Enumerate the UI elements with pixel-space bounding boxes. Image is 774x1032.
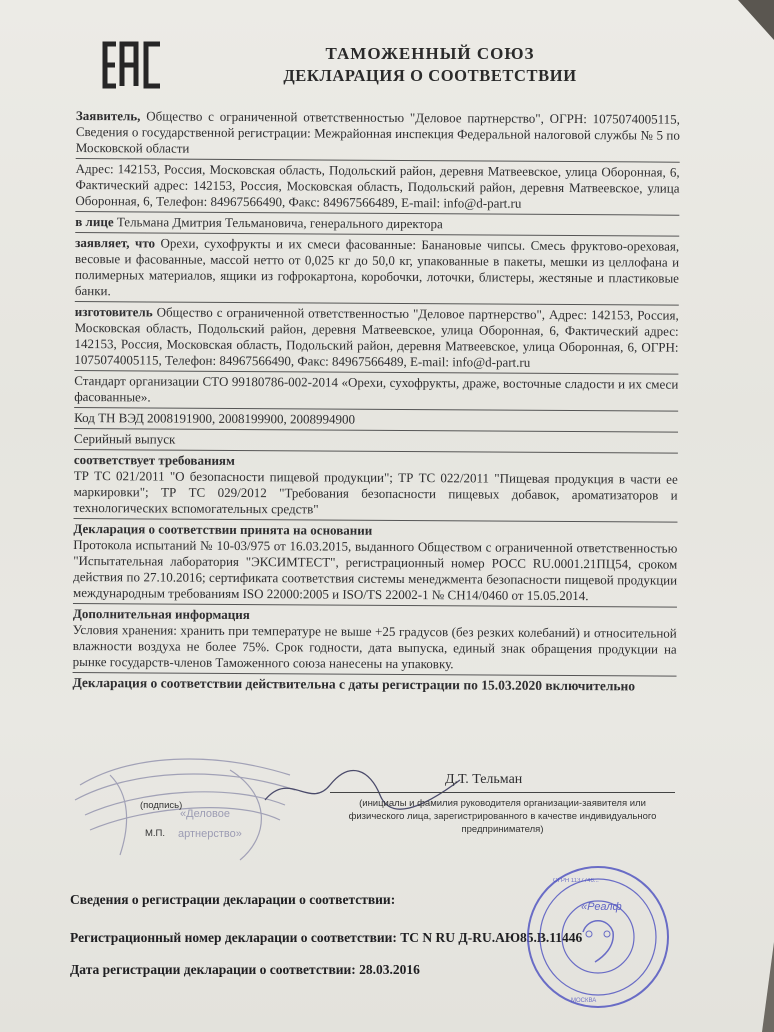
registration-stamp-icon (523, 862, 673, 1012)
svg-text:МОСКВА: МОСКВА (571, 998, 597, 1004)
svg-text:«Реалф: «Реалф (581, 901, 622, 913)
standard-text: Стандарт организации СТО 99180786-002-2014 «Орехи, сухофрукты, драже, восточные сладости и их смеси фасованные». (74, 372, 679, 405)
basis-text: Протокола испытаний № 10-03/975 от 16.03.2015, выданного Обществом с ограниченной ответственностью "Испытательная лаборатория "ЭКСИМТЕСТ", регистрационный номер РОСС RU.0001.21ПЦ54, сроком действия по 27.10.2016; сертификата соответствия системы менеджмента безопасности пищевой продукции международным требованиям ISO 22000:2005 и ISO/TS 22002-1 № СН14/0460 от 15.05.2014. (72, 536, 678, 604)
declaration-body (72, 108, 680, 695)
registration-title: Сведения о регистрации декларации о соответствии: (70, 892, 396, 907)
signature-line (330, 792, 675, 793)
signature-caption: (инициалы и фамилия руководителя организации-заявителя или физического лица, зарегистрированного в качестве индивидуального предпринимателя) (348, 798, 657, 835)
applicant-section (76, 108, 680, 160)
requirements-label: соответствует требованиям (73, 451, 235, 468)
svg-text:ОГРН 1137746...: ОГРН 1137746... (553, 878, 599, 884)
manufacturer-section (74, 304, 678, 372)
seal-label: М.П. (145, 828, 166, 839)
svg-text:артнерство»: артнерство» (178, 828, 242, 840)
registration-date: Дата регистрации декларации о соответствии: 28.03.2016 (70, 962, 420, 977)
background-corner (714, 0, 774, 40)
manufacturer-label: изготовитель (74, 303, 153, 320)
person-text: Тельмана Дмитрия Тельмановича, генерального директора (113, 214, 443, 232)
registration-number: Регистрационный номер декларации о соответствии: ТС N RU Д-RU.АЮ85.В.11446 (70, 930, 583, 945)
additional-text: Условия хранения: хранить при температуре не выше +25 градусов (без резких колебаний) и относительной влажности воздуха не более 75%. Срок годности, дата выпуска, единый знак обращения продукции на рынке государств-членов Таможенного союза нанесены на упаковку. (72, 621, 677, 672)
header-title: ТАМОЖЕННЫЙ СОЮЗ (325, 44, 535, 63)
tnved-code: Код ТН ВЭД 2008191900, 2008199900, 2008994900 (74, 409, 356, 427)
person-label: в лице (75, 213, 114, 230)
validity-text: Декларация о соответствии действительна с даты регистрации по 15.03.2020 включительно (72, 674, 636, 694)
declares-section (75, 235, 679, 303)
document-header (180, 44, 680, 86)
applicant-text: Общество с ограниченной ответственностью "Деловое партнерство", ОГРН: 1075074005115, Сведения о государственной регистрации: Межрайонная инспекция Федеральной налоговой службы № 5 по Московской области (75, 108, 680, 156)
declares-label: заявляет, что (75, 234, 156, 251)
signatory-name: Д.Т. Тельман (445, 772, 523, 787)
eac-logo-icon (102, 40, 164, 90)
requirements-text: ТР ТС 021/2011 "О безопасности пищевой продукции"; ТР ТС 022/2011 "Пищевая продукция в части ее маркировки"; ТР ТС 029/2012 "Требования безопасности пищевых добавок, ароматизаторов и технологических вспомогательных средств" (73, 467, 678, 517)
series-text: Серийный выпуск (73, 430, 176, 447)
applicant-address: Адрес: 142153, Россия, Московская область, Подольский район, деревня Матвеевское, улица Оборонная, 6, Фактический адрес: 142153, Россия, Московская область, Подольский район, деревня Матвеевское, улица Оборонная, 6, Телефон: 84967566490, Факс: 84967566489, E-mail: info@d-part.ru (75, 160, 680, 211)
declares-text: Орехи, сухофрукты и их смеси фасованные: Банановые чипсы. Смесь фруктово-ореховая, весовые и фасованные, массой нетто от 0,025 кг до 50,0 кг, упакованные в пакеты, мешки из целлофана и полимерных материалов, ящики из гофрокартона, коробочки, лоточки, блистеры, жестяные и пластиковые банки. (74, 235, 680, 299)
additional-label: Дополнительная информация (72, 605, 250, 623)
svg-text:«Деловое: «Деловое (180, 808, 230, 820)
header-subtitle: ДЕКЛАРАЦИЯ О СООТВЕТСТВИИ (283, 66, 577, 85)
background-corner (734, 942, 774, 1032)
basis-label: Декларация о соответствии принята на основании (73, 520, 373, 538)
applicant-label: Заявитель, (75, 108, 141, 124)
signature-label: (подпись) (140, 800, 183, 811)
person-section (75, 214, 679, 234)
manufacturer-text: Общество с ограниченной ответственностью "Деловое партнерство", Адрес: 142153, Россия, Московская область, Подольский район, деревня Матвеевское, улица Оборонная, 6, Фактический адрес: 142153, Россия, Московская область, Подольский район, деревня Матвеевское, улица Оборонная, 6, ОГРН: 1075074005115, Телефон: 84967566490, Факс: 84967566489, E-mail: info@d-part.ru (74, 304, 679, 370)
